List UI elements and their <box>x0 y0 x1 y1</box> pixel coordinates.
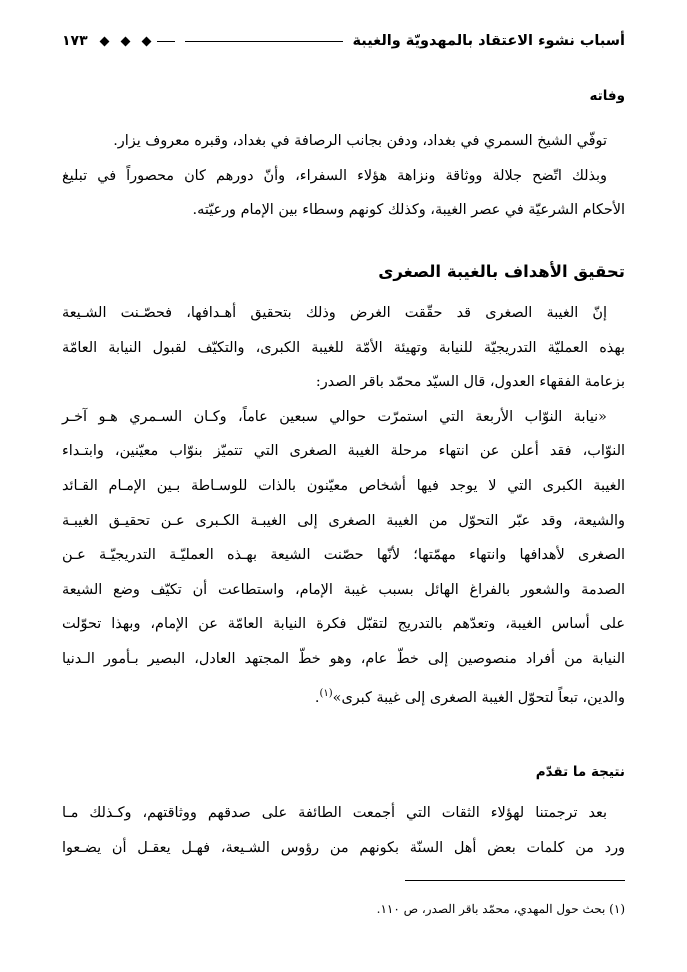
text-line: إنّ الغيبة الصغرى قد حقّقت الغرض وذلك بتحقيق أهـدافها، فحصّـنت الشـيعة <box>62 305 607 321</box>
paragraph <box>62 796 625 865</box>
text-line: بعد ترجمتنا لهؤلاء الثقات التي أجمعت الطائفة على صدقهم ووثاقتهم، وكـذلك مـا <box>62 805 607 821</box>
header-ornament <box>94 38 175 45</box>
text-line: بهذه العمليّة التدريجيّة للنيابة وتهيئة الأمّة للغيبة الكبرى، والتكيّف لقبول النيابة العامّة <box>62 339 625 356</box>
text-line: «نيابة النوّاب الأربعة التي استمرّت حوالي سبعين عاماً، وكـان السـمري هـو آخـر <box>62 408 607 425</box>
section-goals-body <box>62 296 625 715</box>
diamond-icon <box>141 36 151 46</box>
section-death-body <box>62 124 625 228</box>
text-line: الغيبة الكبرى التي لا يوجد فيها أشخاص معيّنون بالذات للوسـاطة بـين الإمـام القـائد <box>62 477 625 494</box>
quotation <box>62 400 625 715</box>
header-rule <box>185 41 343 42</box>
text-line: بزعامة الفقهاء العدول، قال السيّد محمّد باقر الصدر: <box>315 374 625 391</box>
text-line: النوّاب، فقد أعلن عن انتهاء مرحلة الغيبة الصغرى التي تتميّز بنوّاب معيّنين، وابتـداء <box>62 443 625 460</box>
running-title: أسباب نشوء الاعتقاد بالمهدويّة والغيبة <box>352 33 625 49</box>
paragraph <box>62 124 625 228</box>
text-line: وبذلك اتّضح جلالة ووثاقة ونزاهة هؤلاء السفراء، وأنّ دورهم كان محصوراً في تبليغ <box>62 167 607 184</box>
header-rule-short <box>157 41 175 42</box>
section-goals <box>62 262 625 281</box>
text-line: الصغرى لأهدافها وانتهاء مهمّتها؛ لأنّها حصّنت الشيعة بهـذه العمليّـة التدريجيّـة عـن <box>62 547 625 564</box>
text-line: توفّي الشيخ السمري في بغداد، ودفن بجانب الرصافة في بغداد، وقبره معروف يزار. <box>113 133 607 149</box>
text-line: والشيعة، وقد عبّر التحوّل من الغيبة الصغرى إلى الغيبـة الكـبرى عـن تحقيـق الغيبـة <box>62 512 625 529</box>
diamond-icon <box>120 36 130 46</box>
text-line: النيابة من أفراد منصوصين إلى خطّ عام، وهو خطّ المجتهد العادل، البصير بـأمور الـدنيا <box>62 650 625 667</box>
section-conclusion-body <box>62 796 625 865</box>
section-heading-goals: تحقيق الأهداف بالغيبة الصغرى <box>378 262 625 281</box>
text-line <box>62 677 625 715</box>
quote-end-period: . <box>314 689 320 706</box>
section-heading-conclusion: نتيجة ما تقدّم <box>535 764 625 780</box>
text-line: ورد من كلمات بعض أهل السنّة بكونهم من رؤوس الشـيعة، فهـل يعقـل أن يضـعوا <box>62 839 625 856</box>
footnote-rule <box>405 880 625 881</box>
text-line: على أساس الغيبة، وتعدّهم بالتدريج لتقبّل فكرة النيابة العامّة عن الإمام، وبهذا تحوّلت <box>62 616 625 633</box>
text-line: الصدمة والشعور بالفراغ الهائل بسبب غيبة الإمام، واستطاعت أن تكيّف وضع الشيعة <box>62 581 625 598</box>
diamond-icon <box>99 36 109 46</box>
section-conclusion <box>62 764 625 780</box>
quote-last-line: والدين، تبعاً لتحوّل الغيبة الصغرى إلى غيبة كبرى» <box>332 689 625 706</box>
paragraph <box>62 296 625 400</box>
page-number: ١٧٣ <box>62 33 88 49</box>
footnote: (١) بحث حول المهدي، محمّد باقر الصدر، ص ١١٠. <box>376 902 625 916</box>
section-heading-death: وفاته <box>589 88 625 104</box>
footnote-ref: (١) <box>319 687 333 699</box>
section-death <box>62 88 625 104</box>
text-line: الأحكام الشرعيّة في عصر الغيبة، وكذلك كونهم وسطاء بين الإمام ورعيّته. <box>192 202 625 219</box>
page-header <box>62 26 625 56</box>
